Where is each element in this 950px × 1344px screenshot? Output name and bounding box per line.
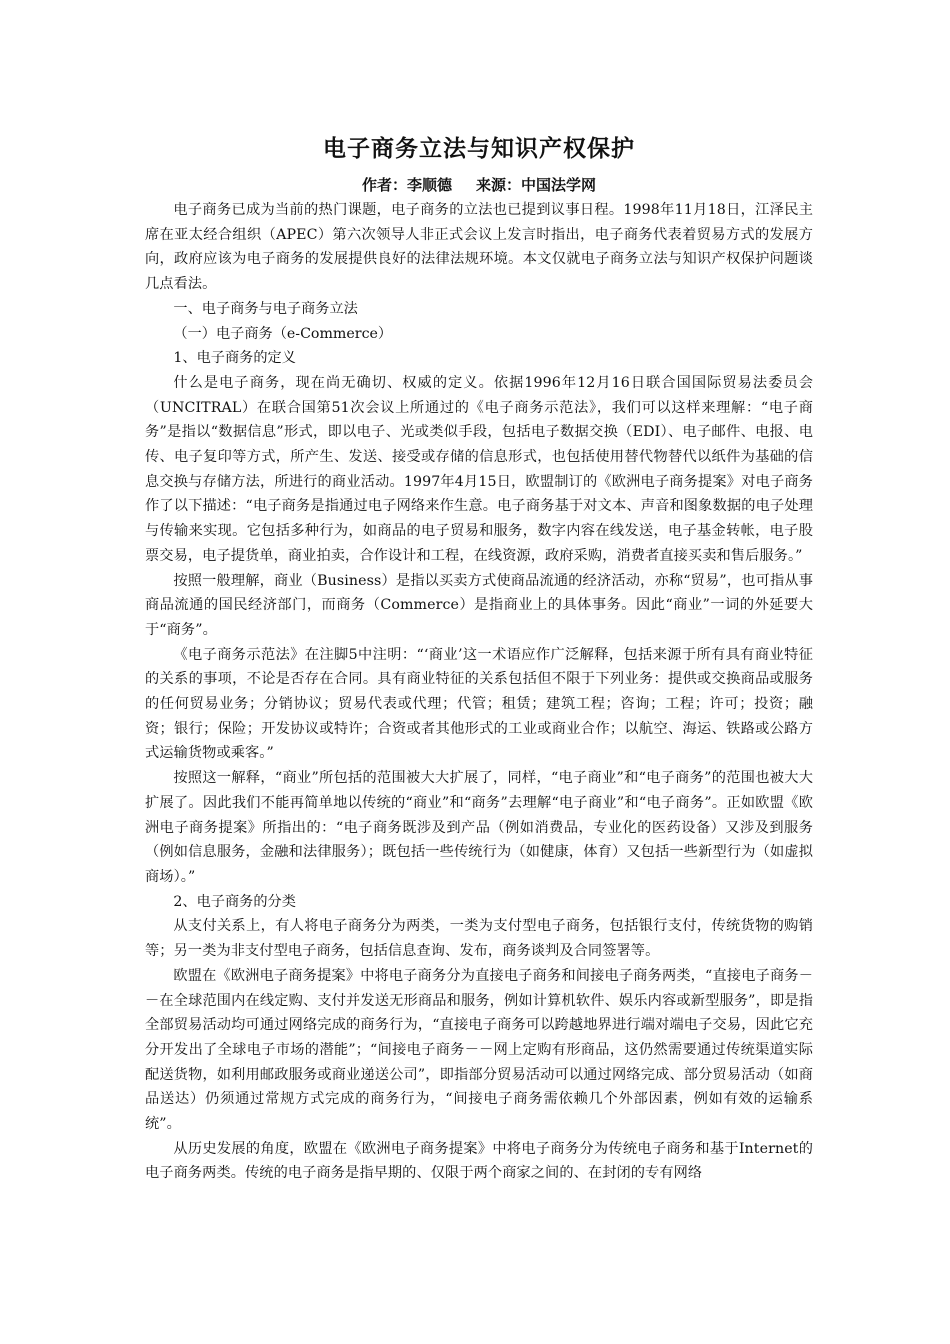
paragraph-definition: 什么是电子商务，现在尚无确切、权威的定义。依据1996年12月16日联合国国际贸易法委员会（UNCITRAL）在联合国第51次会议上所通过的《电子商务示范法》，我们可以这样来理解：“电子商务”是指以“数据信息”形式，即以电子、光或类似手段，包括电子数据交换（EDI）、电子邮件、电报、电传、电子复印等方式，所产生、发送、接受或存储的信息形式，也包括使用替代物替代以纸件为基础的信息交换与存储方法，所进行的商业活动。1997年4月15日，欧盟制订的《欧洲电子商务提案》对电子商务作了以下描述：“电子商务是指通过电子网络来作生意。电子商务基于对文本、声音和图象数据的电子处理与传输来实现。它包括多种行为，如商品的电子贸易和服务，数字内容在线发送，电子基金转帐，电子股票交易，电子提货单，商业拍卖，合作设计和工程，在线资源，政府采购，消费者直接买卖和售后服务。”	[145, 374, 813, 564]
paragraph-model-law-footnote: 《电子商务示范法》在注脚5中注明：“‘商业’这一术语应作广泛解释，包括来源于所有具有商业特征的关系的事项，不论是否存在合同。具有商业特征的关系包括但不限于下列业务：提供或交换商品或服务的任何贸易业务；分销协议；贸易代表或代理；代管；租赁；建筑工程；咨询；工程；许可；投资；融资；银行；保险；开发协议或特许；合资或者其他形式的工业或商业合作；以航空、海运、铁路或公路方式运输货物或乘客。”	[145, 646, 813, 762]
document-title: 电子商务立法与知识产权保护	[323, 135, 635, 162]
byline	[145, 174, 813, 196]
author: 作者：李顺德	[361, 176, 452, 194]
item-heading-definition: 1、电子商务的定义	[173, 350, 296, 367]
paragraph-expanded-scope: 按照这一解释，“商业”所包括的范围被大大扩展了，同样，“电子商业”和“电子商务”的范围也被大大扩展了。因此我们不能再简单地以传统的“商业”和“商务”去理解“电子商业”和“电子商务”。正如欧盟《欧洲电子商务提案》所指出的：“电子商务既涉及到产品（例如消费品，专业化的医药设备）又涉及到服务（例如信息服务，金融和法律服务）；既包括一些传统行为（如健康，体育）又包括一些新型行为（如虚拟商场）。”	[145, 770, 813, 885]
section-heading-1: 一、电子商务与电子商务立法	[173, 300, 358, 317]
item-heading-classification: 2、电子商务的分类	[173, 893, 296, 910]
paragraph-business-commerce: 按照一般理解，商业（Business）是指以买卖方式使商品流通的经济活动，亦称“贸易”，也可指从事商品流通的国民经济部门，而商务（Commerce）是指商业上的具体事务。因此“商业”一词的外延要大于“商务”。	[145, 572, 813, 638]
paragraph-intro: 电子商务已成为当前的热门课题，电子商务的立法也已提到议事日程。1998年11月18日，江泽民主席在亚太经合组织（APEC）第六次领导人非正式会议上发言时指出，电子商务代表着贸易方式的发展方向，政府应该为电子商务的发展提供良好的法律法规环境。本文仅就电子商务立法与知识产权保护问题谈几点看法。	[145, 202, 813, 293]
source: 来源：中国法学网	[476, 176, 597, 194]
subsection-heading-1: （一）电子商务（e-Commerce）	[173, 325, 393, 342]
paragraph-payment-classification: 从支付关系上，有人将电子商务分为两类，一类为支付型电子商务，包括银行支付，传统货物的购销等；另一类为非支付型电子商务，包括信息查询、发布，商务谈判及合同签署等。	[145, 918, 813, 960]
paragraph-historical: 从历史发展的角度，欧盟在《欧洲电子商务提案》中将电子商务分为传统电子商务和基于Internet的电子商务两类。传统的电子商务是指早期的、仅限于两个商家之间的、在封闭的专有网络	[145, 1140, 813, 1182]
document-page	[145, 132, 813, 1186]
paragraph-direct-indirect: 欧盟在《欧洲电子商务提案》中将电子商务分为直接电子商务和间接电子商务两类，“直接电子商务－－在全球范围内在线定购、支付并发送无形商品和服务，例如计算机软件、娱乐内容或新型服务”，即是指全部贸易活动均可通过网络完成的商务行为，“直接电子商务可以跨越地界进行端对端电子交易，因此它充分开发出了全球电子市场的潜能”；“间接电子商务－－网上定购有形商品，这仍然需要通过传统渠道实际配送货物，如利用邮政服务或商业递送公司”，即指部分贸易活动可以通过网络完成、部分贸易活动（如商品送达）仍须通过常规方式完成的商务行为，“间接电子商务需依赖几个外部因素，例如有效的运输系统”。	[145, 967, 813, 1133]
